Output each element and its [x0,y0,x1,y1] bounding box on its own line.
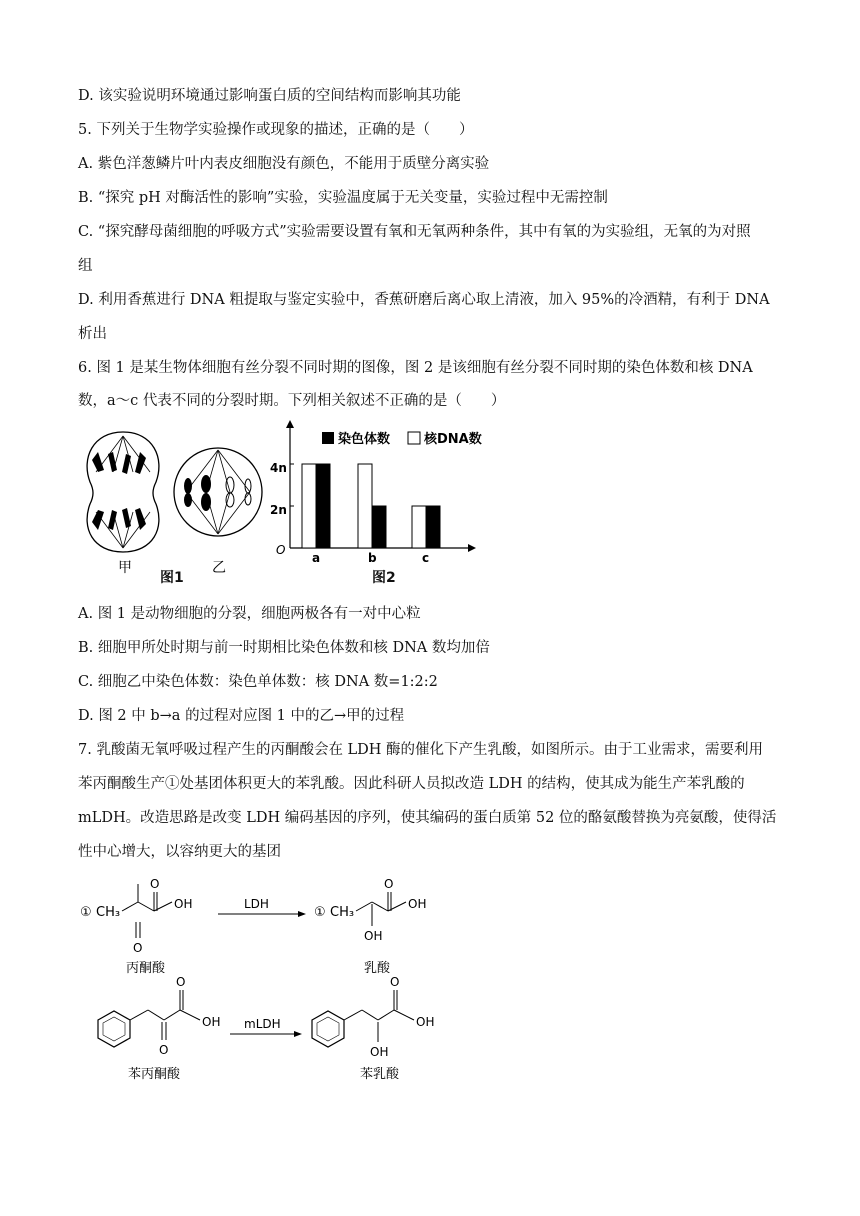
figure-1-cells [78,420,268,590]
q5-option-d-cont: 析出 [78,326,107,342]
phenylpyruvate-structure [98,975,220,1082]
figure-1-caption: 图1 [160,570,184,586]
figure-2-chart [270,420,510,570]
reaction-arrow-1-head [298,911,306,917]
xtick-b: b [368,551,377,565]
x-axis-arrow [468,544,476,552]
bar-c-chromosome [426,506,440,548]
question-5-stem: 5. 下列关于生物学实验操作或现象的描述，正确的是（ ） [78,122,474,138]
oh-label-e: OH [370,1045,389,1059]
legend-swatch-dna [408,432,420,444]
oh-label-c: OH [408,897,427,911]
reaction-diagram [78,870,478,1090]
question-7-stem-4: 性中心增大，以容纳更大的基团 [78,844,281,860]
phenyllactate-structure [312,975,434,1082]
name-phenyllactate: 苯乳酸 [360,1067,400,1082]
cell-jia-label: 甲 [118,560,132,576]
group-marker-1: ① [80,905,92,920]
q5-option-c: C. “探究酵母菌细胞的呼吸方式”实验需要设置有氧和无氧两种条件，其中有氧的为实验组，无氧的为对照 [78,224,751,240]
ytick-4n: 4n [270,461,287,475]
name-phenylpyruvate: 苯丙酮酸 [128,1067,181,1082]
q5-option-d: D. 利用香蕉进行 DNA 粗提取与鉴定实验中，香蕉研磨后离心取上清液，加入 95%的冷酒精，有利于 DNA [78,292,770,308]
q5-option-a: A. 紫色洋葱鳞片叶内表皮细胞没有颜色，不能用于质壁分离实验 [78,156,490,172]
question-6-stem-cont: 数，a～c 代表不同的分裂时期。下列相关叙述不正确的是（ ） [78,393,506,409]
lactate-structure [314,877,426,976]
q6-option-a: A. 图 1 是动物细胞的分裂，细胞两极各有一对中心粒 [78,606,421,622]
o-label-c: O [384,877,394,891]
ytick-2n: 2n [270,503,287,517]
xtick-a: a [312,551,321,565]
oh-label-d: OH [202,1015,221,1029]
q6-option-d: D. 图 2 中 b→a 的过程对应图 1 中的乙→甲的过程 [78,708,405,724]
o-label-e: O [159,1043,169,1057]
oh-label-f: OH [416,1015,435,1029]
enzyme-mldh: mLDH [244,1017,281,1031]
q6-option-b: B. 细胞甲所处时期与前一时期相比染色体数和核 DNA 数均加倍 [78,640,490,656]
figure-2-caption: 图2 [372,570,396,586]
q5-option-b: B. “探究 pH 对酶活性的影响”实验，实验温度属于无关变量，实验过程中无需控制 [78,190,608,206]
oh-label-a: OH [174,897,193,911]
bar-c-dna [412,506,426,548]
origin-label: O [276,543,286,557]
legend-label-chromosome: 染色体数 [338,432,391,447]
question-7-stem-3: mLDH。改造思路是改变 LDH 编码基因的序列，使其编码的蛋白质第 52 位的酪氨酸替换为亮氨酸，使得活 [78,810,777,826]
o-label-d: O [176,975,186,989]
q5-option-c-cont: 组 [78,258,93,274]
cell-yi [174,448,262,576]
name-lactate: 乳酸 [364,961,391,976]
ch3-label-2: CH₃ [330,905,355,920]
o-label-f: O [390,975,400,989]
reaction-arrow-2-head [294,1031,302,1037]
name-pyruvate: 丙酮酸 [126,961,166,976]
cell-jia [87,432,159,576]
pyruvate-structure [80,877,192,976]
question-7-stem: 7. 乳酸菌无氧呼吸过程产生的丙酮酸会在 LDH 酶的催化下产生乳酸，如图所示。由于工业需求，需要利用 [78,742,764,758]
y-axis-arrow [286,420,294,428]
oh-label-b: OH [364,929,383,943]
question-7-stem-2: 苯丙酮酸生产①处基团体积更大的苯乳酸。因此科研人员拟改造 LDH 的结构，使其成为能生产苯乳酸的 [78,776,745,792]
option-d-q4: D. 该实验说明环境通过影响蛋白质的空间结构而影响其功能 [78,88,461,104]
question-6-stem: 6. 图 1 是某生物体细胞有丝分裂不同时期的图像，图 2 是该细胞有丝分裂不同时期的染色体数和核 DNA [78,360,753,376]
q6-option-c: C. 细胞乙中染色体数：染色单体数：核 DNA 数=1:2:2 [78,674,438,690]
bar-a-chromosome [316,464,330,548]
bar-b-dna [358,464,372,548]
legend-swatch-chromosome [322,432,334,444]
bar-a-dna [302,464,316,548]
cell-yi-label: 乙 [212,560,226,576]
xtick-c: c [422,551,430,565]
legend-label-dna: 核DNA数 [424,432,482,447]
o-label-a: O [150,877,160,891]
enzyme-ldh: LDH [244,897,269,911]
bar-b-chromosome [372,506,386,548]
ch3-label-1: CH₃ [96,905,121,920]
o-label-b: O [133,941,143,955]
group-marker-2: ① [314,905,326,920]
